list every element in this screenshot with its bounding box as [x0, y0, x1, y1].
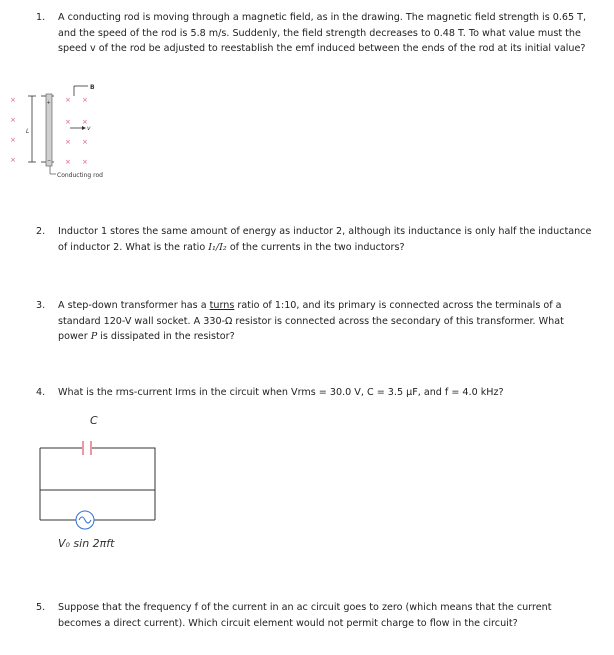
question-text: Inductor 1 stores the same amount of energy as inductor 2, although its inductance is only half the inductance of inductor 2. What is the ratio I₁/I₂ of the currents in the two inductors? — [58, 226, 592, 253]
question-number: 2. — [36, 226, 46, 237]
question-number: 4. — [36, 387, 46, 398]
moving-rod-figure — [8, 82, 138, 182]
svg-text:+: + — [46, 100, 51, 106]
svg-text:×: × — [10, 136, 16, 144]
rod-caption: Conducting rod — [57, 172, 103, 179]
svg-text:×: × — [10, 96, 16, 104]
question-number: 1. — [36, 12, 46, 23]
svg-text:×: × — [65, 138, 71, 146]
svg-text:×: × — [82, 138, 88, 146]
question-text: What is the rms-current Irms in the circuit when Vrms = 30.0 V, C = 3.5 μF, and f = 4.0 kHz? — [58, 387, 504, 398]
question-text: Suppose that the frequency f of the current in an ac circuit goes to zero (which means that the current becomes a direct current). Which circuit element would not permit charge to flow in the circuit? — [58, 602, 552, 629]
svg-text:×: × — [82, 96, 88, 104]
question-text: A step-down transformer has a turns ratio of 1:10, and its primary is connected across the terminals of a standard 120-V wall socket. A 330-Ω resistor is connected across the secondary of this transformer. What power P is dissipated in the resistor? — [58, 300, 564, 343]
svg-text:×: × — [65, 96, 71, 104]
power-variable: P — [90, 331, 98, 343]
svg-text:×: × — [10, 156, 16, 164]
question-text: A conducting rod is moving through a magnetic field, as in the drawing. The magnetic field strength is 0.65 T, and the speed of the rod is 5.8 m/s. Suddenly, the field strength decreases to 0.48 T. To what value must the speed v of the rod be adjusted to reestablish the emf induced between the ends of the rod at its initial value? — [58, 12, 587, 55]
ac-circuit-figure — [30, 410, 170, 560]
spell-underlined-word: turns — [209, 300, 235, 311]
svg-text:×: × — [10, 116, 16, 124]
field-label: B — [90, 84, 95, 91]
svg-text:×: × — [65, 158, 71, 166]
source-label: V₀ sin 2πft — [58, 537, 115, 550]
question-number: 5. — [36, 602, 46, 613]
capacitor-label: C — [90, 414, 98, 427]
svg-text:×: × — [82, 118, 88, 126]
current-ratio: I₁/I₂ — [208, 241, 227, 253]
length-label: L — [26, 128, 30, 135]
svg-text:×: × — [65, 118, 71, 126]
svg-text:×: × — [82, 158, 88, 166]
velocity-label: v — [87, 125, 91, 132]
svg-text:−: − — [47, 158, 52, 164]
question-number: 3. — [36, 300, 46, 311]
